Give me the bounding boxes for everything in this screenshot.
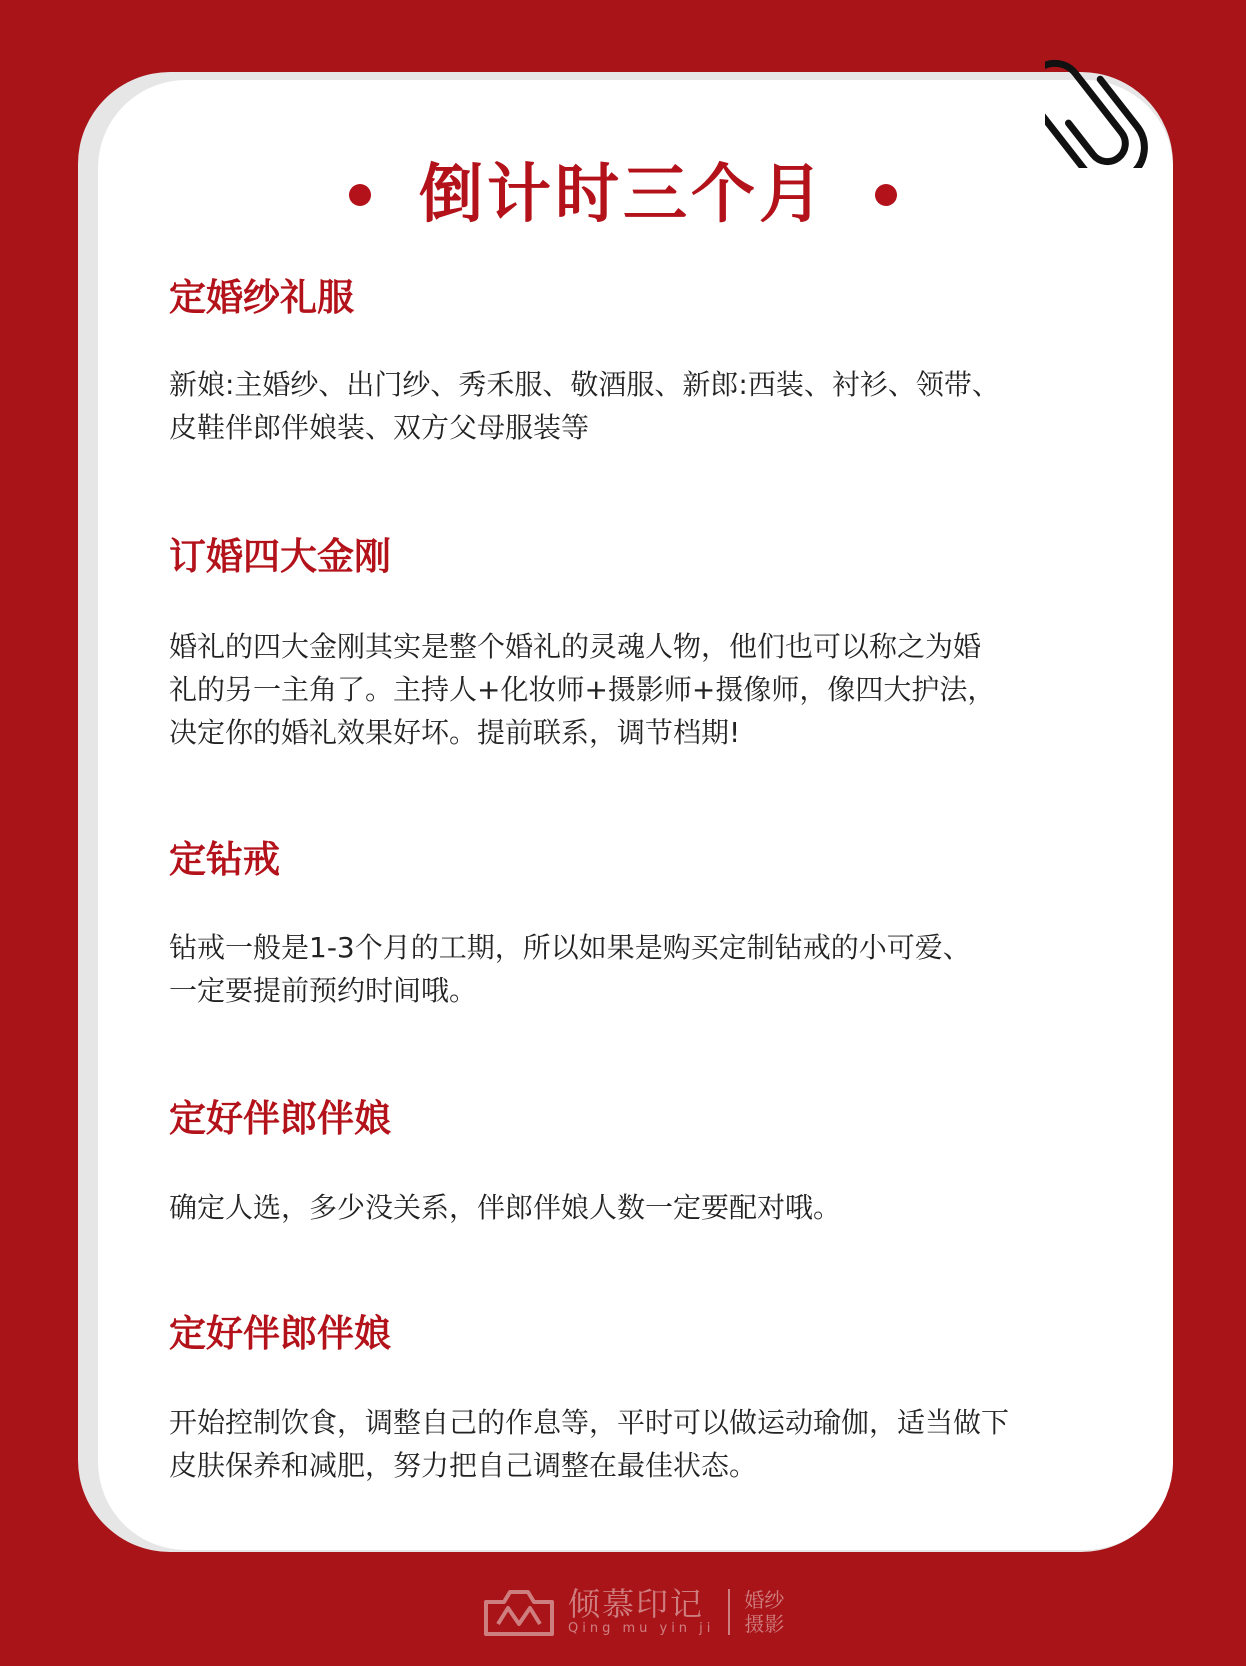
section-body: [169, 926, 1149, 1012]
brand-pinyin: Qing mu yin ji: [568, 1621, 715, 1636]
section-wedding-dress: [169, 276, 1149, 449]
paperclip-icon: [1045, 28, 1205, 168]
body-line: 礼的另一主角了。主持人+化妆师+摄影师+摄像师，像四大护法，: [169, 673, 996, 707]
title-dot-left: [349, 184, 371, 206]
body-line: 钻戒一般是1-3个月的工期，所以如果是购买定制钻戒的小可爱、: [169, 931, 971, 965]
section-heading: 定婚纱礼服: [169, 276, 354, 319]
body-line: 婚礼的四大金刚其实是整个婚礼的灵魂人物，他们也可以称之为婚: [169, 630, 982, 664]
brand-tag: [744, 1588, 784, 1636]
section-body: [169, 1401, 1149, 1487]
body-line: 决定你的婚礼效果好坏。提前联系，调节档期!: [169, 716, 741, 750]
body-line: 一定要提前预约时间哦。: [169, 974, 478, 1008]
brand-block: [568, 1587, 714, 1637]
section-self-care: [169, 1312, 1149, 1487]
title-dot-right: [875, 184, 897, 206]
section-body: [169, 1186, 1149, 1229]
brand-tag-line: 婚纱: [744, 1588, 785, 1612]
brand-name: 倾慕印记: [568, 1585, 705, 1623]
title-row: [0, 150, 1246, 240]
body-line: 皮肤保养和减肥，努力把自己调整在最佳状态。: [169, 1449, 758, 1483]
section-ring: [169, 838, 1149, 1012]
body-line: 开始控制饮食，调整自己的作息等，平时可以做运动瑜伽，适当做下: [169, 1406, 1010, 1440]
body-line: 确定人选，多少没关系，伴郎伴娘人数一定要配对哦。: [169, 1191, 842, 1225]
section-heading: 订婚四大金刚: [169, 535, 391, 578]
section-heading: 定好伴郎伴娘: [169, 1312, 391, 1355]
section-body: [169, 625, 1149, 754]
brand-tag-line: 摄影: [744, 1612, 785, 1636]
page-title: 倒计时三个月: [419, 157, 827, 232]
footer-brand: [480, 1582, 784, 1642]
section-heading: 定好伴郎伴娘: [169, 1097, 391, 1140]
section-heading: 定钻戒: [169, 838, 280, 881]
camera-logo-icon: [480, 1584, 558, 1640]
body-line: 新娘:主婚纱、出门纱、秀禾服、敬酒服、新郎:西装、衬衫、领带、: [169, 368, 1000, 402]
section-body: [169, 363, 1149, 449]
section-groomsmen: [169, 1097, 1149, 1229]
body-line: 皮鞋伴郎伴娘装、双方父母服装等: [169, 411, 590, 445]
footer-divider: [728, 1589, 730, 1635]
section-four-vendors: [169, 535, 1149, 754]
